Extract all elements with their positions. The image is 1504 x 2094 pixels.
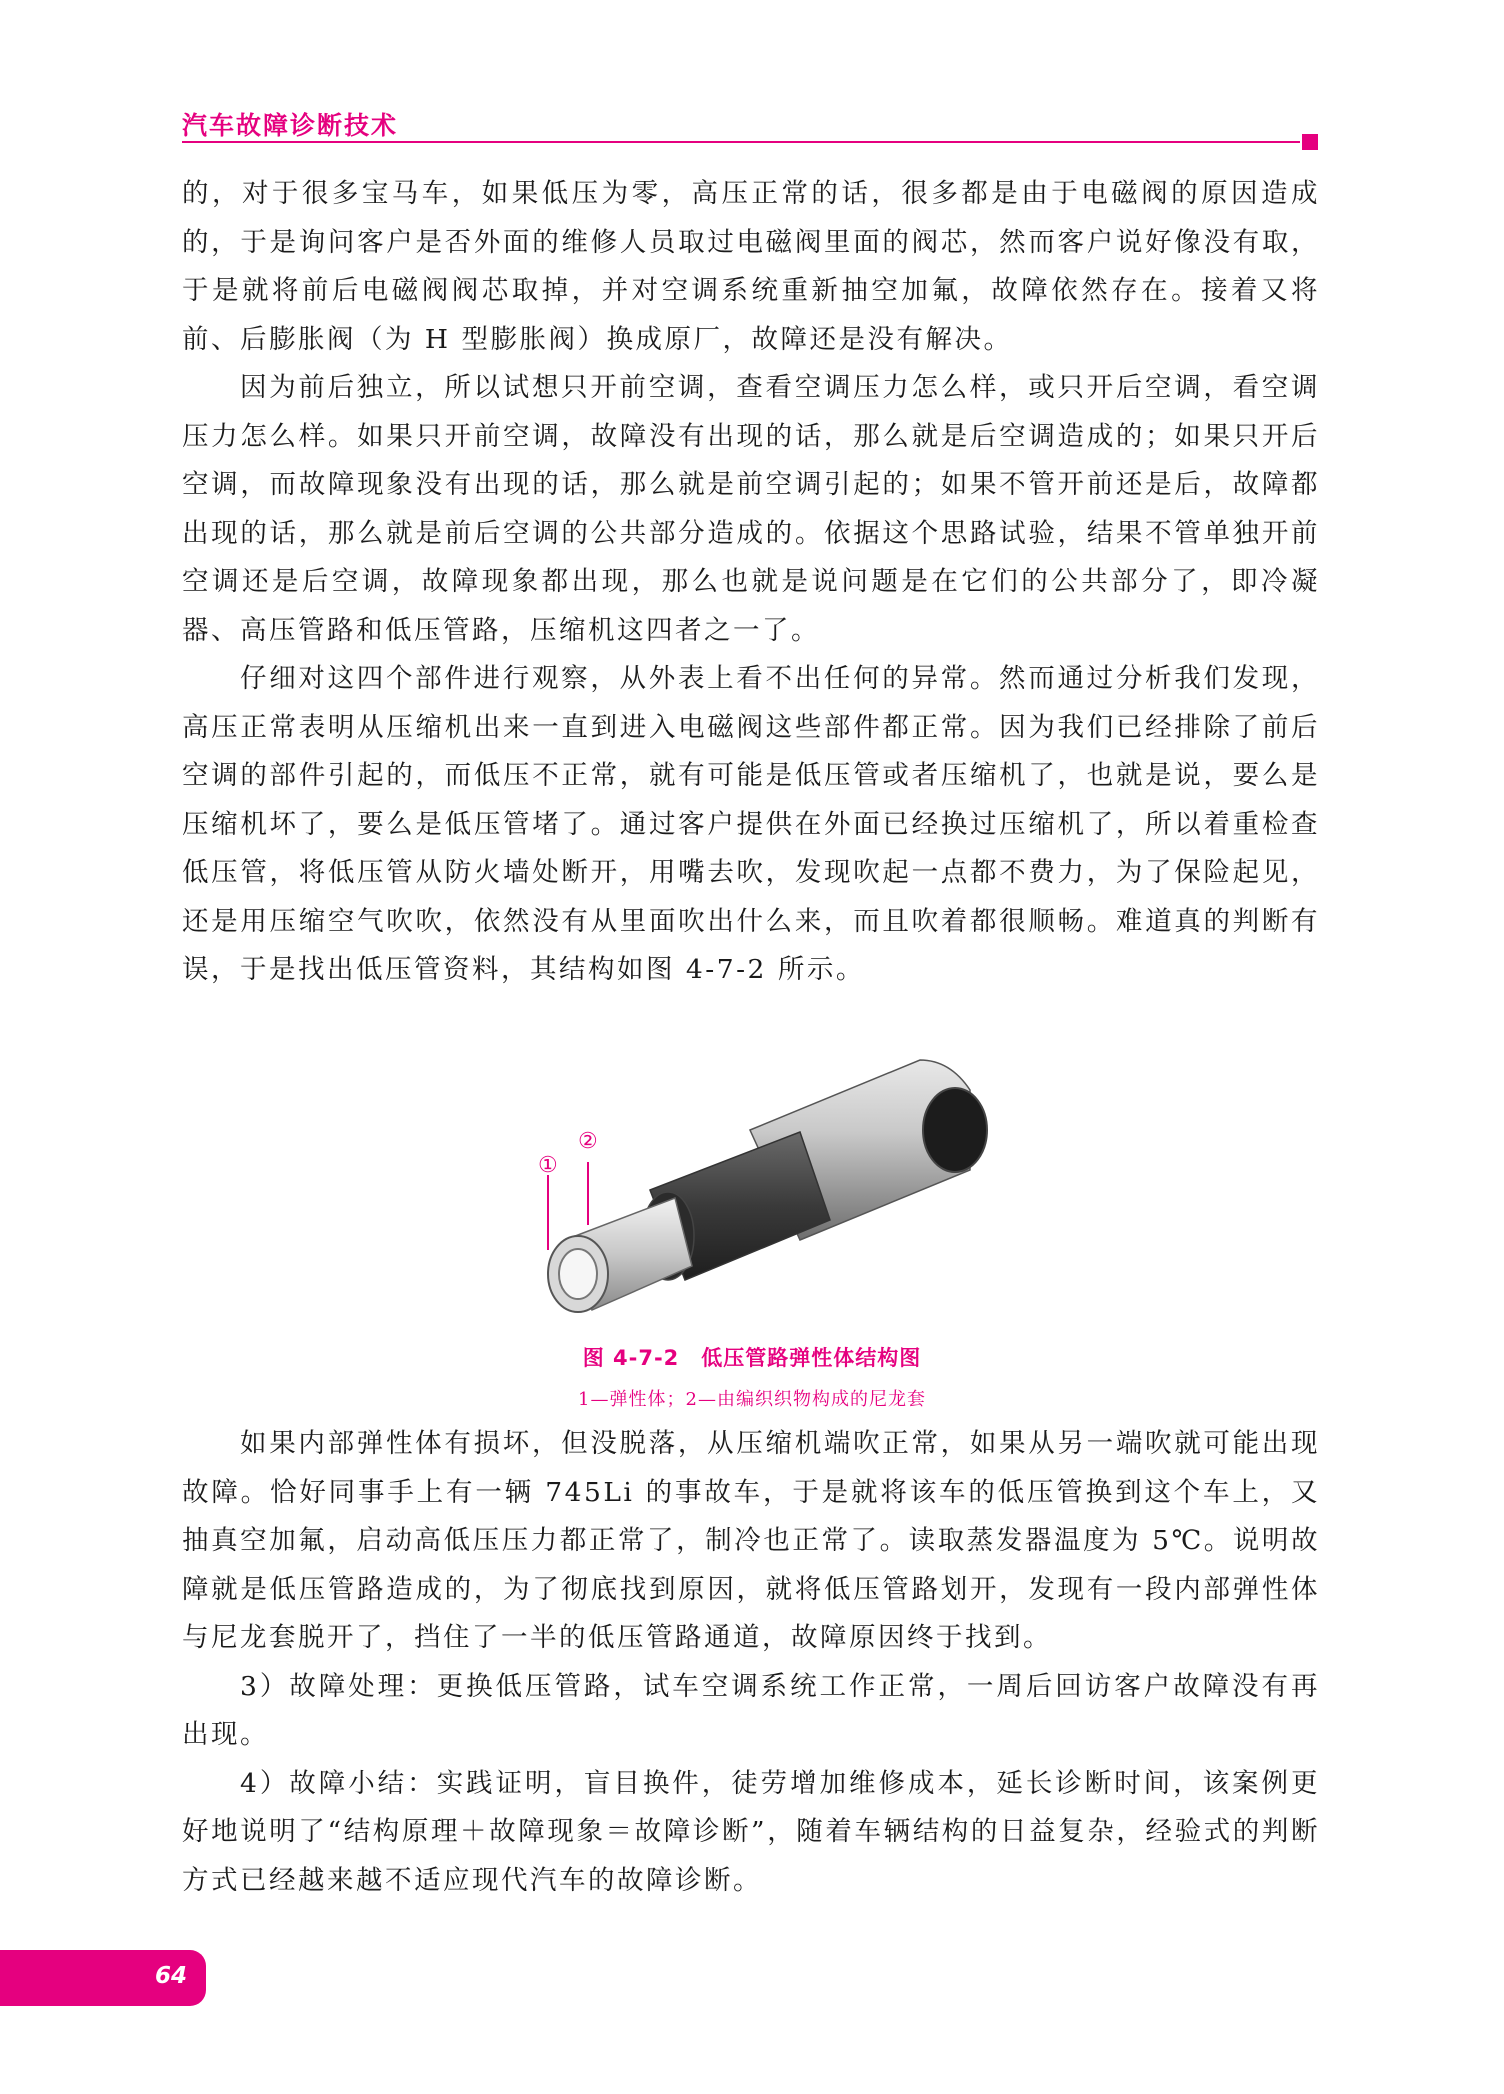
- paragraph: 4）故障小结：实践证明，盲目换件，徒劳增加维修成本，延长诊断时间，该案例更好地说明了“结构原理＋故障现象＝故障诊断”，随着车辆结构的日益复杂，经验式的判断方式已经越来越不适应现代汽车的故障诊断。: [182, 1767, 1320, 1896]
- figure-low-pressure-hose: [500, 1020, 1020, 1340]
- paragraph: 如果内部弹性体有损坏，但没脱落，从压缩机端吹正常，如果从另一端吹就可能出现故障。恰好同事手上有一辆 745Li 的事故车，于是就将该车的低压管换到这个车上，又抽真空加氟，启动高低压压力都正常了，制冷也正常了。读取蒸发器温度为 5℃。说明故障就是低压管路造成的，为了彻底找到原因，就将低压管路划开，发现有一段内部弹性体与尼龙套脱开了，挡住了一半的低压管路通道，故障原因终于找到。: [182, 1428, 1320, 1653]
- figure-caption: 图 4-7-2 低压管路弹性体结构图: [582, 1346, 922, 1370]
- running-header: [182, 98, 1318, 148]
- callout-label-2: ②: [578, 1129, 598, 1154]
- body-text-top: [182, 170, 1320, 995]
- paragraph: 因为前后独立，所以试想只开前空调，查看空调压力怎么样，或只开后空调，看空调压力怎么样。如果只开前空调，故障没有出现的话，那么就是后空调造成的；如果只开后空调，而故障现象没有出现的话，那么就是前空调引起的；如果不管开前还是后，故障都出现的话，那么就是前后空调的公共部分造成的。依据这个思路试验，结果不管单独开前空调还是后空调，故障现象都出现，那么也就是说问题是在它们的公共部分了，即冷凝器、高压管路和低压管路，压缩机这四者之一了。: [182, 372, 1320, 646]
- hose-cutaway-illustration: [500, 1020, 1020, 1340]
- page-number: 64: [155, 1963, 188, 1989]
- elastomer-layer-section: [548, 1198, 692, 1312]
- paragraph: 3）故障处理：更换低压管路，试车空调系统工作正常，一周后回访客户故障没有再出现。: [182, 1670, 1320, 1750]
- paragraph: 仔细对这四个部件进行观察，从外表上看不出任何的异常。然而通过分析我们发现，高压正常表明从压缩机出来一直到进入电磁阀这些部件都正常。因为我们已经排除了前后空调的部件引起的，而低压不正常，就有可能是低压管或者压缩机了，也就是说，要么是压缩机坏了，要么是低压管堵了。通过客户提供在外面已经换过压缩机了，所以着重检查低压管，将低压管从防火墙处断开，用嘴去吹，发现吹起一点都不费力，为了保险起见，还是用压缩空气吹吹，依然没有从里面吹出什么来，而且吹着都很顺畅。难道真的判断有误，于是找出低压管资料，其结构如图 4-7-2 所示。: [182, 663, 1320, 985]
- body-text-bottom: [182, 1420, 1320, 1905]
- paragraph: 的，对于很多宝马车，如果低压为零，高压正常的话，很多都是由于电磁阀的原因造成的，于是询问客户是否外面的维修人员取过电磁阀里面的阀芯，然而客户说好像没有取，于是就将前后电磁阀阀芯取掉，并对空调系统重新抽空加氟，故障依然存在。接着又将前、后膨胀阀（为 H 型膨胀阀）换成原厂，故障还是没有解决。: [182, 178, 1320, 355]
- callout-label-1: ①: [538, 1153, 558, 1178]
- book-title: 汽车故障诊断技术: [182, 111, 399, 140]
- header-square-mark: [1302, 134, 1318, 150]
- header-rule: [182, 141, 1300, 143]
- figure-legend: 1—弹性体；2—由编织织物构成的尼龙套: [578, 1389, 926, 1410]
